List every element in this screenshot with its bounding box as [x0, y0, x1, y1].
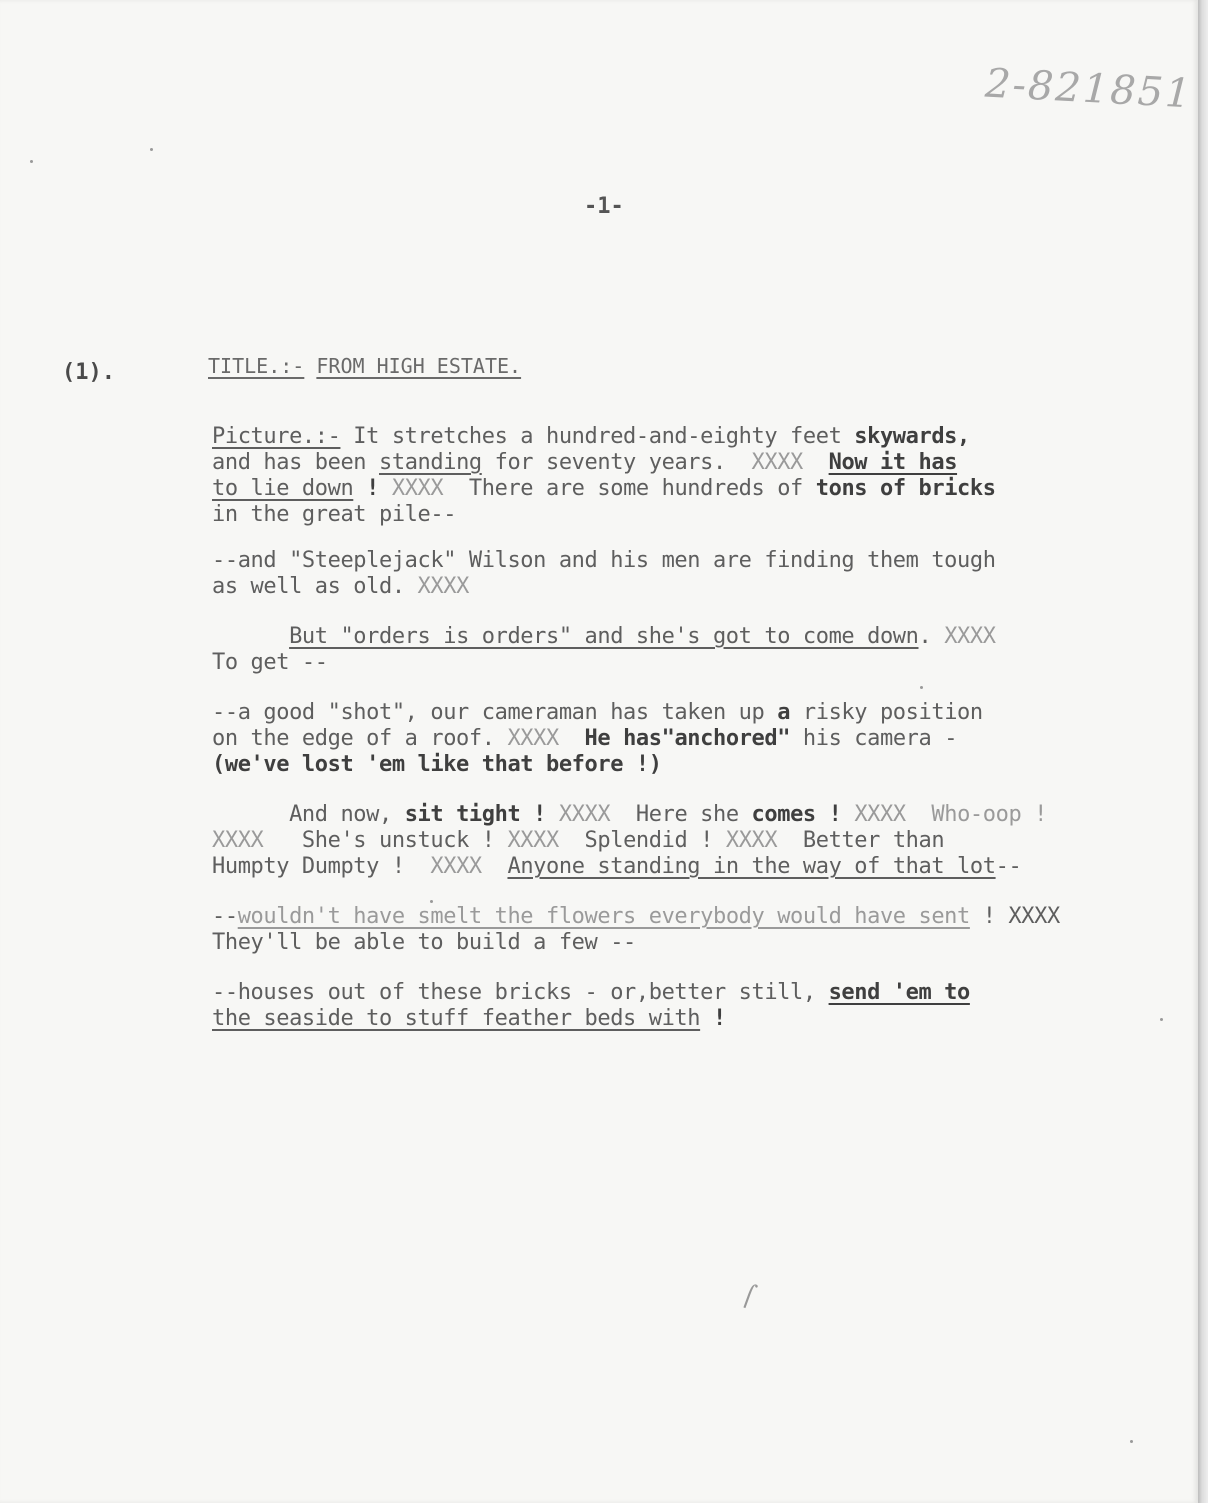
cut-mark: XXXX	[391, 476, 444, 501]
text-run: --	[212, 904, 238, 929]
text-run: He has"anchored"	[584, 726, 791, 751]
text-run: and has been	[212, 450, 379, 475]
paper-speck	[1160, 1018, 1163, 1021]
cut-mark: XXXX	[507, 828, 559, 853]
paragraph-6	[212, 904, 1197, 956]
text-run: Anyone standing in the way of that lot	[507, 854, 996, 879]
text-run: Better than	[777, 828, 945, 853]
paper-speck	[150, 148, 153, 151]
cut-mark: XXXX	[417, 574, 469, 599]
text-run: ! XXXX	[969, 904, 1060, 929]
picture-label: Picture.:-	[212, 424, 341, 449]
text-run: !	[520, 802, 559, 827]
paper-speck	[30, 160, 33, 163]
item-number: (1).	[62, 360, 115, 385]
cut-mark: XXXX	[558, 802, 611, 827]
text-run: --a good "shot", our cameraman has taken up	[212, 700, 778, 725]
paragraph-5	[212, 802, 1197, 880]
text-run	[803, 450, 829, 475]
paragraph-2	[212, 548, 1197, 600]
cut-mark: XXXX	[430, 854, 482, 879]
text-run: wouldn't have smelt the flowers everybody would have sent	[237, 904, 970, 929]
text-run: Here she	[610, 802, 752, 827]
text-run: to lie down	[212, 476, 354, 501]
title-label: TITLE.:-	[208, 354, 305, 378]
cut-mark: XXXX	[212, 828, 264, 853]
text-run: To get --	[212, 650, 328, 675]
text-run: !	[700, 1006, 726, 1031]
text-run: But "orders is orders" and she's got to come down	[289, 624, 919, 649]
paragraph-3	[212, 624, 1197, 676]
paper-speck	[430, 900, 433, 903]
text-run: .	[918, 624, 945, 649]
text-run: send 'em to	[828, 980, 970, 1005]
text-run: It stretches a hundred-and-eighty feet	[340, 424, 855, 449]
title-text: FROM HIGH ESTATE.	[316, 354, 522, 378]
text-run: a	[777, 700, 791, 725]
text-run: --and "Steeplejack" Wilson and his men are finding them tough	[212, 548, 996, 573]
text-run: She's unstuck !	[263, 828, 508, 853]
text-run: They'll be able to build a few --	[212, 930, 636, 955]
paragraph-1	[212, 424, 1197, 528]
text-run: in the great pile--	[212, 502, 457, 527]
text-run: tons of bricks	[815, 476, 996, 501]
text-run: !	[353, 476, 392, 501]
text-run: risky position	[790, 700, 983, 725]
text-run: And now,	[289, 802, 405, 827]
cut-mark: XXXX	[507, 726, 559, 751]
text-run: --houses out of these bricks - or,better still,	[212, 980, 829, 1005]
text-run: --	[995, 854, 1022, 879]
title-line	[208, 354, 521, 378]
text-run: Who-oop !	[905, 802, 1047, 827]
text-run: for seventy years.	[481, 450, 752, 475]
page-number: -1-	[584, 194, 624, 219]
text-run: his camera -	[790, 726, 958, 751]
handwritten-reference: 2-821851	[983, 60, 1194, 118]
text-run: sit tight	[404, 802, 521, 827]
paragraph-4	[212, 700, 1197, 778]
text-run: Now it has	[828, 450, 958, 475]
cut-mark: XXXX	[725, 828, 778, 853]
cut-mark: XXXX	[751, 450, 803, 475]
page-edge	[1198, 0, 1208, 1503]
paper-speck	[1130, 1440, 1133, 1443]
text-run: Humpty Dumpty !	[212, 854, 431, 879]
text-run: Splendid !	[558, 828, 726, 853]
paragraph-7	[212, 980, 1197, 1032]
pen-mark: ⌠	[738, 1282, 760, 1311]
cut-mark: XXXX	[854, 802, 906, 827]
text-run: There are some hundreds of	[443, 476, 816, 501]
text-run: comes	[751, 802, 816, 827]
text-run	[482, 854, 508, 879]
text-run	[559, 726, 585, 751]
text-run: on the edge of a roof.	[212, 726, 508, 751]
cut-mark: XXXX	[944, 624, 996, 649]
text-run: the seaside to stuff feather beds with	[212, 1006, 701, 1031]
paper-speck	[920, 686, 923, 689]
text-run: !	[815, 802, 855, 827]
text-run: (we've lost 'em like that before !)	[212, 752, 662, 777]
text-run: skywards,	[854, 424, 970, 449]
text-run: standing	[379, 450, 482, 475]
text-run: as well as old.	[212, 574, 418, 599]
